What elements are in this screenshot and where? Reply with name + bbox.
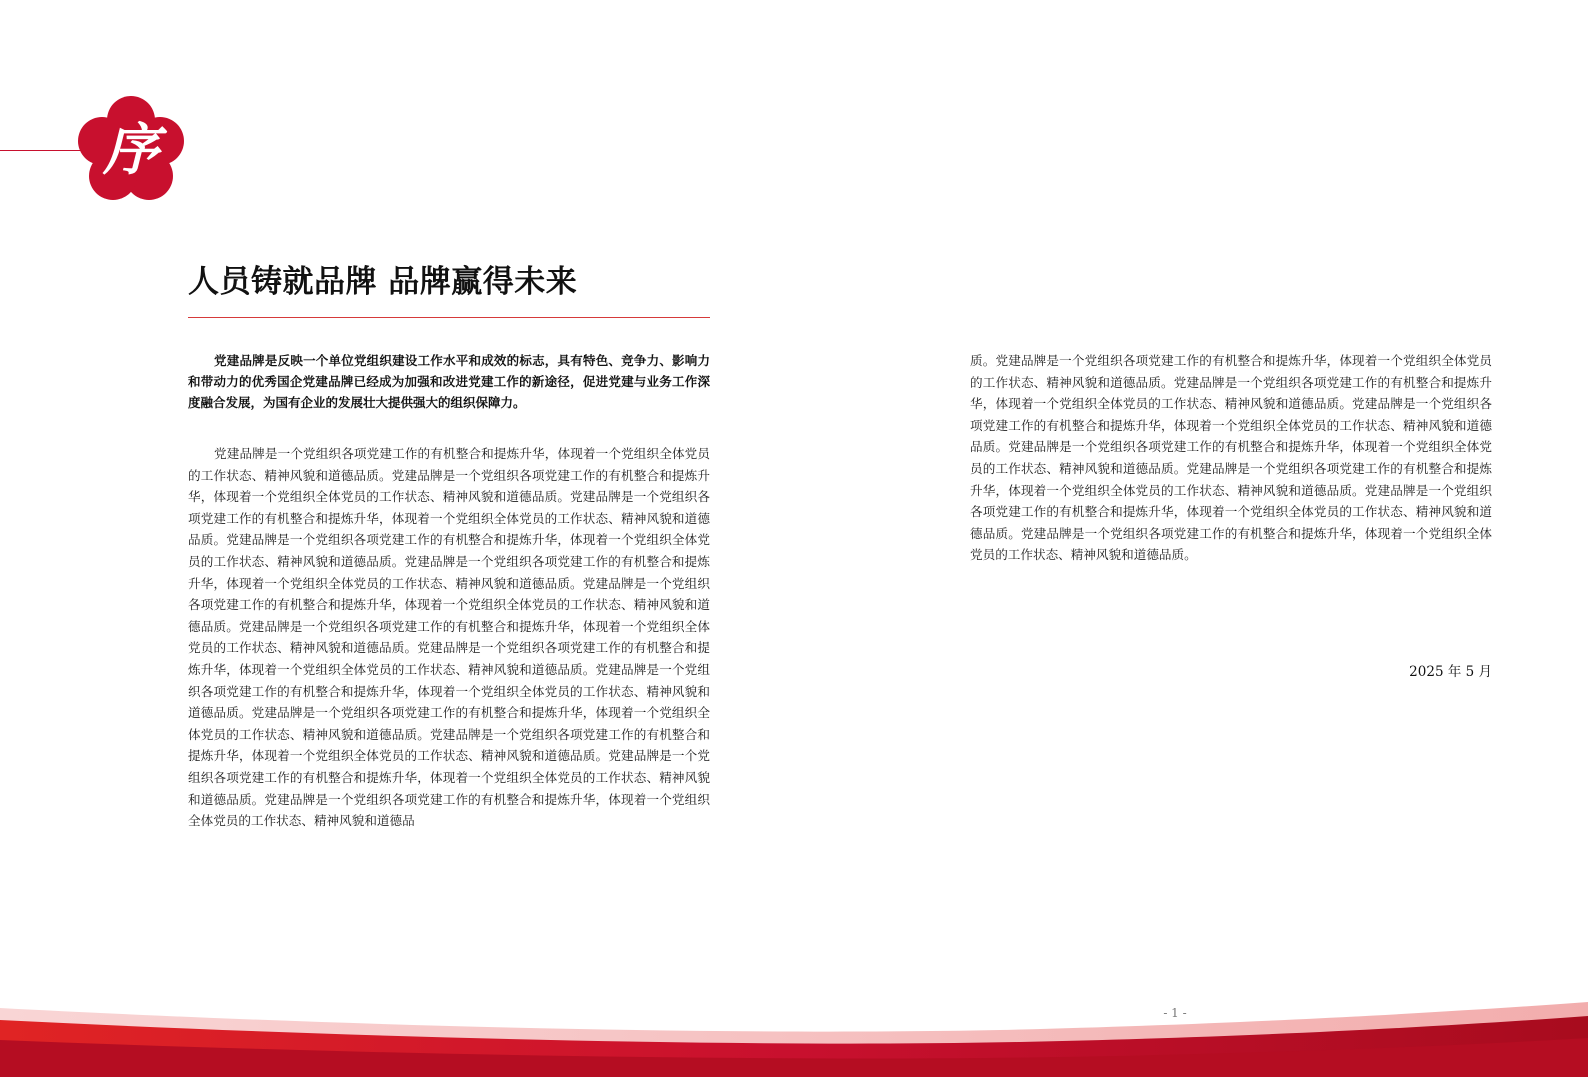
page-title: 人员铸就品牌 品牌赢得未来 — [188, 264, 578, 300]
page-number: - 1 - — [1163, 1006, 1187, 1020]
lead-paragraph: 党建品牌是反映一个单位党组织建设工作水平和成效的标志，具有特色、竞争力、影响力和带动力的优秀国企党建品牌已经成为加强和改进党建工作的新途径，促进党建与业务工作深度融合发展，为国有企业的发展壮大提供强大的组织保障力。 — [188, 353, 710, 410]
body-text-left-column: 党建品牌是一个党组织各项党建工作的有机整合和提炼升华，体现着一个党组织全体党员的工作状态、精神风貌和道德品质。党建品牌是一个党组织各项党建工作的有机整合和提炼升华，体现着一个党组织全体党员的工作状态、精神风貌和道德品质。党建品牌是一个党组织各项党建工作的有机整合和提炼升华，体现着一个党组织全体党员的工作状态、精神风貌和道德品质。党建品牌是一个党组织各项党建工作的有机整合和提炼升华，体现着一个党组织全体党员的工作状态、精神风貌和道德品质。党建品牌是一个党组织各项党建工作的有机整合和提炼升华，体现着一个党组织全体党员的工作状态、精神风貌和道德品质。党建品牌是一个党组织各项党建工作的有机整合和提炼升华，体现着一个党组织全体党员的工作状态、精神风貌和道德品质。党建品牌是一个党组织各项党建工作的有机整合和提炼升华，体现着一个党组织全体党员的工作状态、精神风貌和道德品质。党建品牌是一个党组织各项党建工作的有机整合和提炼升华，体现着一个党组织全体党员的工作状态、精神风貌和道德品质。党建品牌是一个党组织各项党建工作的有机整合和提炼升华，体现着一个党组织全体党员的工作状态、精神风貌和道德品质。党建品牌是一个党组织各项党建工作的有机整合和提炼升华，体现着一个党组织全体党员的工作状态、精神风貌和道德品质。党建品牌是一个党组织各项党建工作的有机整合和提炼升华，体现着一个党组织全体党员的工作状态、精神风貌和道德品质。党建品牌是一个党组织各项党建工作的有机整合和提炼升华，体现着一个党组织全体党员的工作状态、精神风貌和道德品质。党建品牌是一个党组织各项党建工作的有机整合和提炼升华，体现着一个党组织全体党员的工作状态、精神风貌和道德品 — [188, 446, 710, 829]
date-signature: 2025 年 5 月 — [1409, 664, 1492, 680]
bottom-red-wave — [0, 990, 1588, 1077]
plum-blossom-badge — [76, 94, 186, 206]
badge-char: 序 — [103, 117, 159, 183]
title-underline — [188, 317, 710, 318]
body-text-right-column: 质。党建品牌是一个党组织各项党建工作的有机整合和提炼升华，体现着一个党组织全体党员的工作状态、精神风貌和道德品质。党建品牌是一个党组织各项党建工作的有机整合和提炼升华，体现着一个党组织全体党员的工作状态、精神风貌和道德品质。党建品牌是一个党组织各项党建工作的有机整合和提炼升华，体现着一个党组织全体党员的工作状态、精神风貌和道德品质。党建品牌是一个党组织各项党建工作的有机整合和提炼升华，体现着一个党组织全体党员的工作状态、精神风貌和道德品质。党建品牌是一个党组织各项党建工作的有机整合和提炼升华，体现着一个党组织全体党员的工作状态、精神风貌和道德品质。党建品牌是一个党组织各项党建工作的有机整合和提炼升华，体现着一个党组织全体党员的工作状态、精神风貌和道德品质。党建品牌是一个党组织各项党建工作的有机整合和提炼升华，体现着一个党组织全体党员的工作状态、精神风貌和道德品质。 — [970, 353, 1492, 563]
